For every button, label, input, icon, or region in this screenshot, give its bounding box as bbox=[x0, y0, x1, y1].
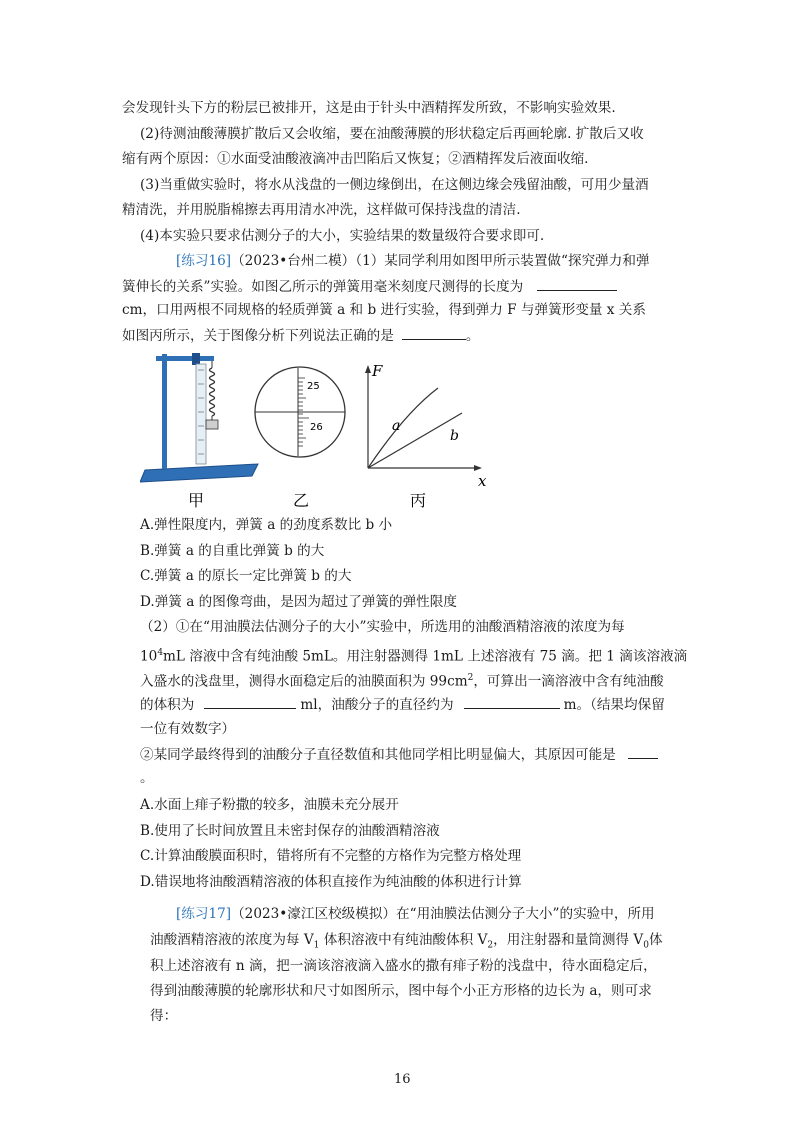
text-line: 得到油酸薄膜的轮廓形状和尺寸如图所示，图中每个小正方形格的边长为 a，则可求 bbox=[150, 983, 652, 999]
text-span: 体 bbox=[648, 932, 663, 948]
subscript: 2 bbox=[487, 940, 494, 951]
option-c: C.计算油酸膜面积时，错将所有不完整的方格作为完整方格处理 bbox=[140, 848, 522, 864]
exercise-16-heading bbox=[176, 251, 650, 271]
figure-label-jia: 甲 bbox=[188, 491, 205, 510]
ruler-tick-label: 26 bbox=[310, 422, 323, 433]
text-line: 。 bbox=[140, 770, 154, 786]
text-line bbox=[140, 744, 658, 765]
text-span: 油酸酒精溶液的浓度为每 V bbox=[150, 932, 314, 948]
text-span: 体积溶液中有纯油酸体积 V bbox=[319, 932, 488, 948]
text-line: 积上述溶液有 n 滴，把一滴该溶液滴入盛水的撒有痱子粉的浅盘中，待水面稳定后， bbox=[150, 958, 657, 974]
option-b: B.弹簧 a 的自重比弹簧 b 的大 bbox=[140, 543, 325, 559]
text-line bbox=[150, 930, 663, 956]
option-b: B.使用了长时间放置且未密封保存的油酸酒精溶液 bbox=[140, 823, 440, 839]
text-line bbox=[122, 325, 479, 346]
ruler-tick-label: 25 bbox=[307, 381, 320, 392]
text-span: mL 溶液中含有纯油酸 5mL。用注射器测得 1mL 上述溶液有 75 滴。把 1 滴该溶液滴 bbox=[163, 648, 688, 665]
text-line bbox=[140, 668, 664, 692]
curve-label-a: a bbox=[392, 418, 401, 434]
axis-label-x: x bbox=[478, 472, 487, 490]
text-span: 入盛水的浅盘里，测得水面稳定后的油膜面积为 99cm bbox=[140, 673, 468, 690]
text-line: 精清洗，并用脱脂棉擦去再用清水冲洗，这样做可保持浅盘的清洁. bbox=[122, 202, 521, 218]
superscript: 4 bbox=[157, 648, 164, 658]
option-c: C.弹簧 a 的原长一定比弹簧 b 的大 bbox=[140, 568, 352, 584]
text-span: 10 bbox=[140, 648, 158, 665]
text-span: m。（结果均保留 bbox=[563, 697, 665, 713]
text-span: 。 bbox=[465, 328, 480, 344]
exercise-label: [练习16] bbox=[176, 253, 232, 269]
option-a: A.弹性限度内，弹簧 a 的劲度系数比 b 小 bbox=[140, 517, 393, 533]
text-line: 一位有效数字） bbox=[140, 721, 236, 737]
curve-a bbox=[368, 388, 438, 468]
figure-yi-ruler bbox=[255, 367, 345, 457]
text-line: cm，口用两根不同规格的轻质弹簧 a 和 b 进行实验，得到弹力 F 与弹簧形变量 x 关系 bbox=[122, 302, 646, 318]
text-line: （2）①在“用油膜法估测分子的大小”实验中，所选用的油酸酒精溶液的浓度为每 bbox=[140, 619, 625, 635]
text-span: ，用注射器和量筒测得 V bbox=[493, 932, 644, 948]
option-a: A.水面上痱子粉撒的较多，油膜未充分展开 bbox=[140, 797, 399, 813]
spring-experiment-figure bbox=[140, 348, 500, 513]
text-line: 得： bbox=[150, 1008, 178, 1024]
text-line: （2023•濠江区校级模拟）在“用油膜法估测分子大小”的实验中，所用 bbox=[231, 906, 655, 922]
text-line: (2)待测油酸薄膜扩散后又会收缩，要在油酸薄膜的形状稳定后再画轮廓. 扩散后又收 bbox=[140, 126, 644, 142]
text-line bbox=[122, 276, 617, 297]
page-number: 16 bbox=[394, 1072, 411, 1087]
figure-jia-stand bbox=[140, 353, 258, 482]
text-span: ，可算出一滴溶液中含有纯油酸 bbox=[473, 673, 664, 690]
text-line: (3)当重做实验时，将水从浅盘的一侧边缘倒出，在这侧边缘会残留油酸，可用少量酒 bbox=[140, 177, 649, 193]
option-d: D.错误地将油酸酒精溶液的体积直接作为纯油酸的体积进行计算 bbox=[140, 874, 522, 890]
text-line: 缩有两个原因：①水面受油酸液滴冲击凹陷后又恢复；②酒精挥发后液面收缩. bbox=[122, 151, 589, 167]
option-d: D.弹簧 a 的图像弯曲，是因为超过了弹簧的弹性限度 bbox=[140, 594, 457, 610]
axis-label-F: F bbox=[372, 362, 383, 380]
exercise-17-heading bbox=[176, 904, 655, 924]
text-span: ②某同学最终得到的油酸分子直径数值和其他同学相比明显偏大，其原因可能是 bbox=[140, 747, 616, 763]
figure-bing-graph bbox=[365, 362, 487, 490]
text-line bbox=[140, 643, 687, 667]
superscript: 2 bbox=[467, 673, 474, 683]
text-span: 如图丙所示，关于图像分析下列说法正确的是 bbox=[122, 328, 394, 344]
text-line: (4)本实验只要求估测分子的大小，实验结果的数量级符合要求即可. bbox=[140, 228, 545, 244]
text-span: 簧伸长的关系”实验。如图乙所示的弹簧用毫米刻度尺测得的长度为 bbox=[122, 279, 524, 295]
subscript: 1 bbox=[313, 940, 320, 951]
curve-label-b: b bbox=[450, 428, 459, 444]
subscript: 0 bbox=[643, 940, 649, 951]
text-line: （2023•台州二模）（1）某同学利用如图甲所示装置做“探究弹力和弹 bbox=[231, 253, 650, 269]
answer-blank bbox=[628, 744, 658, 759]
text-span: 的体积为 bbox=[140, 697, 195, 713]
answer-blank bbox=[464, 694, 560, 709]
answer-blank bbox=[204, 694, 296, 709]
answer-blank bbox=[402, 325, 466, 340]
line-b bbox=[368, 413, 462, 468]
text-line bbox=[140, 694, 665, 715]
figure-label-bing: 丙 bbox=[410, 491, 427, 510]
exercise-label: [练习17] bbox=[176, 906, 232, 922]
figure-label-yi: 乙 bbox=[293, 491, 310, 510]
answer-blank bbox=[537, 276, 617, 291]
text-line: 会发现针头下方的粉层已被排开，这是由于针头中酒精挥发所致，不影响实验效果. bbox=[122, 100, 616, 116]
text-span: ml，油酸分子的直径约为 bbox=[300, 697, 454, 713]
